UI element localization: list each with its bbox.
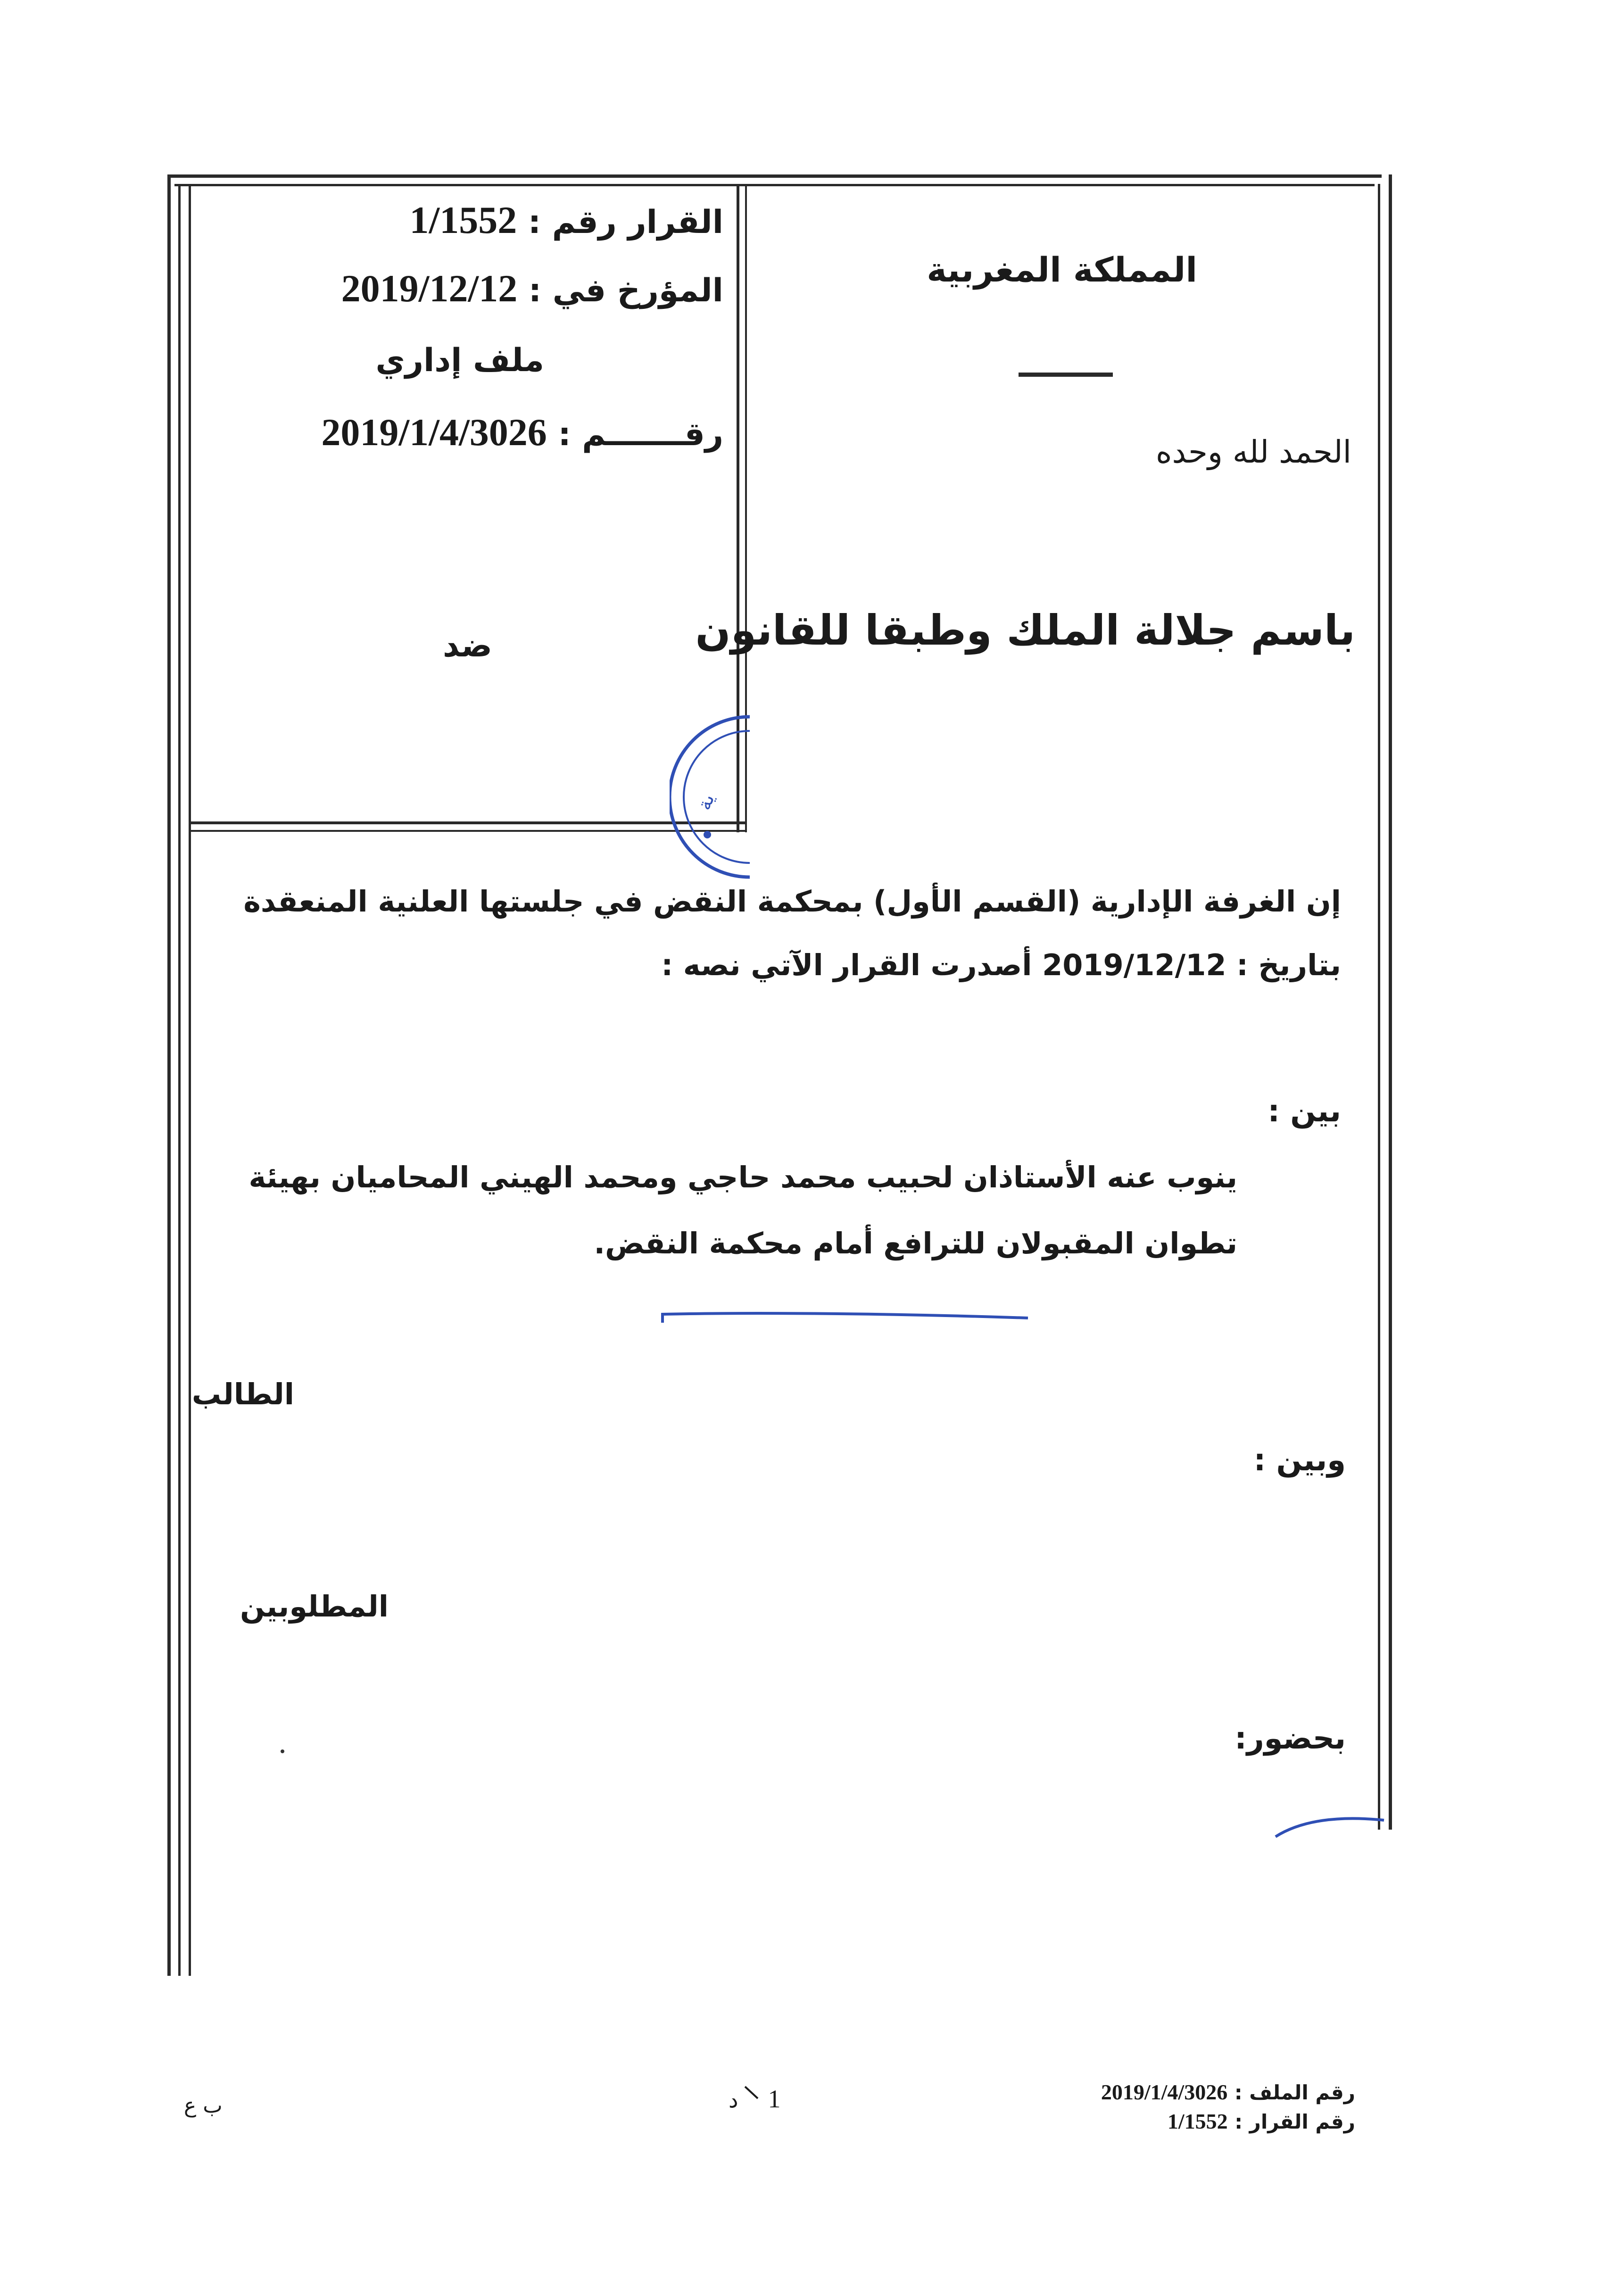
royal-formula: باسم جلالة الملك وطبقا للقانون [695, 606, 1355, 655]
title-dash [1019, 373, 1113, 377]
body-line-1: إن الغرفة الإدارية (القسم الأول) بمحكمة النقض في جلستها العلنية المنعقدة [243, 884, 1341, 919]
file-number: 2019/1/4/3026 [321, 411, 547, 454]
footer-file-label: رقم الملف : [1234, 2081, 1355, 2104]
stamp-star-icon [704, 831, 711, 838]
frame-left-inner [178, 184, 181, 1976]
frame-right-outer [1389, 174, 1392, 1830]
stamp-arc-fragment [1273, 1811, 1386, 1839]
applicant-label: الطالب [191, 1377, 294, 1411]
court-stamp [670, 707, 764, 887]
date-label: المؤرخ في : [528, 272, 723, 309]
praise-line: الحمد لله وحده [1155, 434, 1351, 470]
decision-date: 2019/12/12 [341, 267, 518, 310]
decision-label: القرار رقم : [528, 204, 723, 241]
footer-file-value: 2019/1/4/3026 [1101, 2080, 1228, 2104]
frame-left-inner2 [189, 184, 191, 1976]
footer-decision-value: 1/1552 [1167, 2109, 1228, 2133]
footer-decision-number [1168, 2109, 1355, 2134]
body-line-2: بتاريخ : 2019/12/12 أصدرت القرار الآتي نصه : [661, 948, 1341, 982]
against-label: ضد [443, 627, 492, 664]
frame-left-outer [167, 174, 171, 1976]
file-label: رقـــــــم : [558, 416, 723, 453]
respondents-label: المطلوبين [240, 1589, 389, 1624]
and-between-label: وبين : [1253, 1443, 1346, 1478]
case-box-bottom [189, 821, 746, 824]
file-number-row [321, 410, 723, 455]
presence-label: بحضور: [1235, 1721, 1346, 1756]
page-number: 1 [768, 2085, 781, 2113]
representation-line-1: ينوب عنه الأستاذان لحبيب محمد حاجي ومحمد الهيني المحاميان بهيئة [249, 1160, 1237, 1194]
footer-decision-label: رقم القرار : [1235, 2110, 1355, 2133]
representation-line-2: تطوان المقبولان للترافع أمام محكمة النقض. [594, 1226, 1237, 1260]
kingdom-title: المملكة المغربية [927, 250, 1197, 290]
frame-top-outer [167, 174, 1382, 178]
page-indicator [729, 2084, 780, 2114]
footer-initials: ب ع [184, 2094, 223, 2118]
handwritten-underline [655, 1299, 1033, 1327]
decision-number: 1/1552 [409, 199, 517, 241]
svg-text:ية: ية [693, 791, 719, 813]
decision-date-row [341, 266, 723, 311]
case-box-bottom-inner [189, 830, 746, 832]
frame-right-inner [1378, 184, 1380, 1830]
between-label: بين : [1268, 1094, 1341, 1129]
frame-top-inner [174, 184, 1375, 186]
slash-icon [743, 2084, 762, 2108]
file-type: ملف إداري [375, 342, 544, 379]
stray-dot [281, 1749, 284, 1753]
decision-number-row [409, 198, 723, 242]
page-mark: د [729, 2087, 738, 2113]
footer-file-number [1101, 2080, 1355, 2105]
